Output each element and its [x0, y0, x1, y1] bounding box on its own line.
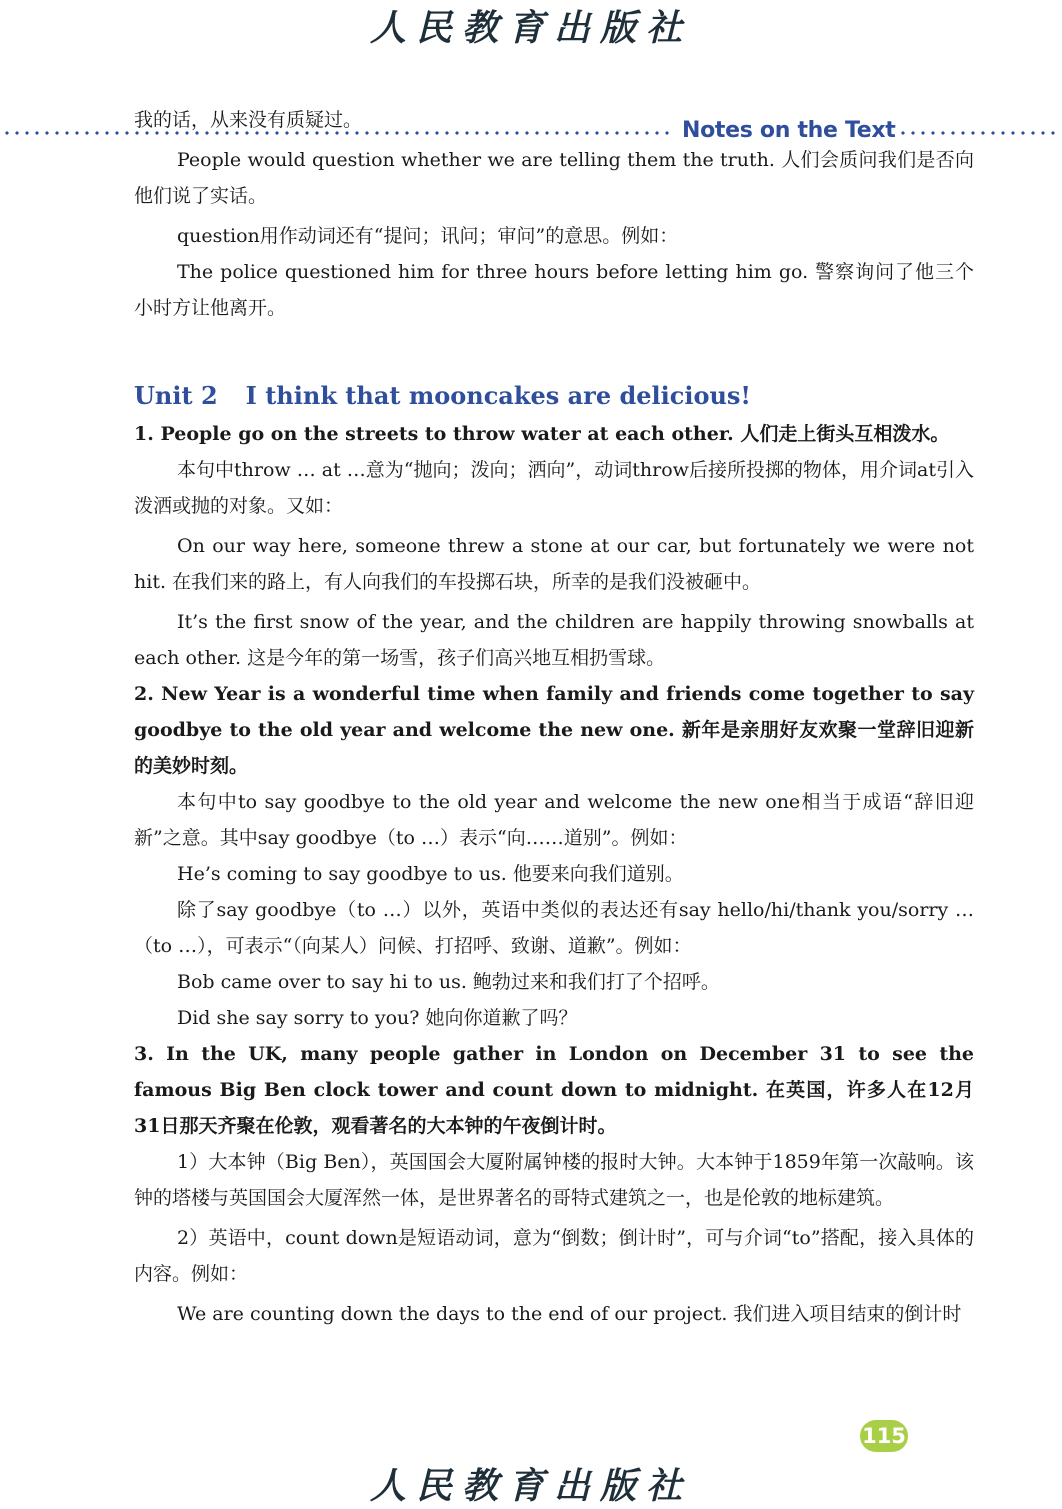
- page-content: [134, 102, 974, 1332]
- note-heading-1: 1. People go on the streets to throw water at each other. 人们走上街头互相泼水。: [134, 423, 950, 445]
- publisher-logo-bottom: 人民教育出版社: [369, 1465, 692, 1507]
- example-sentence: Bob came over to say hi to us. 鲍勃过来和我们打了个招呼。: [177, 971, 720, 993]
- paragraph: 1）大本钟（Big Ben），英国国会大厦附属钟楼的报时大钟。大本钟于1859年第一次敲响。该钟的塔楼与英国国会大厦浑然一体，是世界著名的哥特式建筑之一，也是伦敦的地标建筑。: [134, 1151, 974, 1209]
- note-heading-3: 3. In the UK, many people gather in London on December 31 to see the famous Big Ben clock tower and count down to midnight. 在英国，许多人在12月31日那天齐聚在伦敦，观看著名的大本钟的午夜倒计时。: [134, 1043, 974, 1137]
- paragraph: 本句中to say goodbye to the old year and welcome the new one相当于成语“辞旧迎新”之意。其中say goodbye（to …）表示“向……道别”。例如：: [134, 791, 974, 849]
- example-sentence: He’s coming to say goodbye to us. 他要来向我们道别。: [177, 863, 684, 885]
- example-sentence: Did she say sorry to you? 她向你道歉了吗？: [177, 1007, 578, 1029]
- unit-title: I think that mooncakes are delicious!: [245, 381, 751, 410]
- page-number-badge: 115: [860, 1420, 908, 1452]
- example-sentence: On our way here, someone threw a stone at our car, but fortunately we were not hit. 在我们来的路上，有人向我们的车投掷石块，所幸的是我们没被砸中。: [134, 535, 974, 593]
- section-title: Notes on the Text: [682, 118, 896, 143]
- paragraph: 本句中throw … at …意为“抛向；泼向；洒向”，动词throw后接所投掷的物体，用介词at引入泼洒或抛的对象。又如：: [134, 459, 974, 517]
- paragraph: The police questioned him for three hours before letting him go. 警察询问了他三个小时方让他离开。: [134, 261, 974, 319]
- paragraph: question用作动词还有“提问；讯问；审问”的意思。例如：: [177, 225, 679, 247]
- paragraph: 我的话，从来没有质疑过。: [134, 109, 363, 131]
- unit-number: Unit 2: [134, 381, 218, 410]
- unit-heading: [134, 376, 974, 416]
- paragraph: 除了say goodbye（to …）以外，英语中类似的表达还有say hello/hi/thank you/sorry …（to …），可表示“（向某人）问候、打招呼、致谢、道歉”。例如：: [134, 899, 974, 957]
- publisher-logo-top: 人民教育出版社: [369, 7, 692, 49]
- paragraph: People would question whether we are telling them the truth. 人们会质问我们是否向他们说了实话。: [134, 149, 974, 207]
- paragraph: 2）英语中，count down是短语动词，意为“倒数；倒计时”，可与介词“to”搭配，接入具体的内容。例如：: [134, 1227, 974, 1285]
- note-heading-2: 2. New Year is a wonderful time when family and friends come together to say goodbye to the old year and welcome the new one. 新年是亲朋好友欢聚一堂辞旧迎新的美妙时刻。: [134, 683, 974, 777]
- example-sentence: It’s the first snow of the year, and the children are happily throwing snowballs at each other. 这是今年的第一场雪，孩子们高兴地互相扔雪球。: [134, 611, 974, 669]
- example-sentence: We are counting down the days to the end of our project. 我们进入项目结束的倒计时: [177, 1303, 962, 1325]
